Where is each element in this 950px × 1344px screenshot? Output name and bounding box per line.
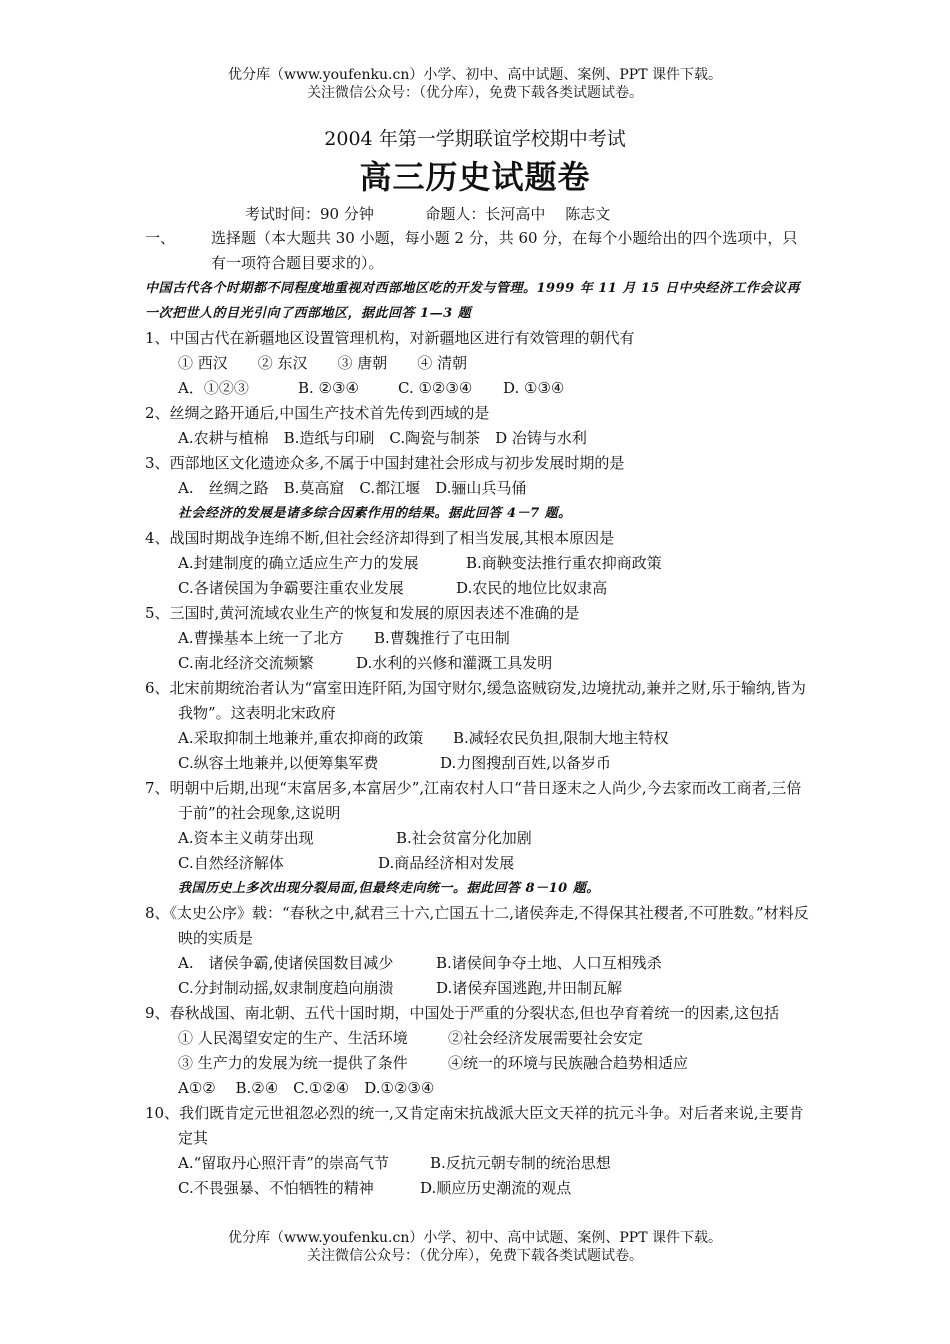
- exam-info: [245, 203, 610, 224]
- question-8-options-row-2: [145, 976, 810, 1001]
- question-4-stem: 4、战国时期战争连绵不断,但社会经济却得到了相当发展,其根本原因是: [145, 529, 615, 547]
- question-5-option-d: D.水利的兴修和灌溉工具发明: [356, 654, 553, 672]
- question-8-option-b: B.诸侯间争夺土地、人口互相残杀: [436, 954, 662, 972]
- question-8-options-row-1: [145, 951, 810, 976]
- question-9-items-row-1: [145, 1026, 810, 1051]
- question-6-option-d: D.力图搜刮百姓,以备岁币: [440, 754, 612, 772]
- header-banner: [0, 66, 950, 102]
- question-7-option-d: D.商品经济相对发展: [378, 854, 515, 872]
- question-9-item-3: ③ 生产力的发展为统一提供了条件: [178, 1054, 408, 1072]
- question-7-option-b: B.社会贫富分化加剧: [396, 829, 532, 847]
- question-9-options: A①② B.②④ C.①②④ D.①②③④: [178, 1079, 435, 1097]
- footer-line-2: 关注微信公众号：（优分库），免费下载各类试题试卷。: [307, 1248, 643, 1264]
- section-instructions: 选择题（本大题共 30 小题，每小题 2 分，共 60 分，在每个小题给出的四个选项中，只有一项符合题目要求的）。: [211, 229, 798, 272]
- question-9-item-2: ②社会经济发展需要社会安定: [448, 1029, 644, 1047]
- question-5-options-row-1: [145, 626, 810, 651]
- question-7-option-c: C.自然经济解体: [178, 854, 284, 872]
- question-1-option-d: D. ①③④: [503, 379, 565, 397]
- exam-content: [145, 226, 810, 1201]
- question-8-stem: 8、《太史公序》载：“春秋之中,弑君三十六,亡国五十二,诸侯奔走,不得保其社稷者,不可胜数。”材料反映的实质是: [145, 904, 809, 947]
- section-number: 一、: [145, 229, 176, 247]
- question-10-option-d: D.顺应历史潮流的观点: [420, 1179, 572, 1197]
- question-1-options: [145, 376, 810, 401]
- question-1-items: ① 西汉 ② 东汉 ③ 唐朝 ④ 清朝: [178, 354, 468, 372]
- question-2-stem: 2、丝绸之路开通后,中国生产技术首先传到西域的是: [145, 404, 490, 422]
- question-4-option-b: B.商鞅变法推行重农抑商政策: [466, 554, 662, 572]
- intro-passage-3: 我国历史上多次出现分裂局面,但最终走向统一。据此回答 8－10 题。: [178, 881, 600, 896]
- header-line-1: 优分库（www.youfenku.cn）小学、初中、高中试题、案例、PPT 课件下载。: [227, 67, 722, 83]
- question-9-item-1: ① 人民渴望安定的生产、生活环境: [178, 1029, 408, 1047]
- question-10-option-c: C.不畏强暴、不怕牺牲的精神: [178, 1179, 374, 1197]
- header-line-2: 关注微信公众号：（优分库），免费下载各类试题试卷。: [307, 85, 643, 101]
- question-7-stem: 7、明朝中后期,出现“末富居多,本富居少”,江南农村人口“昔日逐末之人尚少,今去家而改工商者,三倍于前”的社会现象,这说明: [145, 779, 802, 822]
- question-10-option-b: B.反抗元朝专制的统治思想: [430, 1154, 611, 1172]
- question-6-option-b: B.减轻农民负担,限制大地主特权: [453, 729, 669, 747]
- question-6-option-a: A.采取抑制土地兼并,重农抑商的政策: [178, 729, 424, 747]
- question-3-stem: 3、西部地区文化遗迹众多,不属于中国封建社会形成与初步发展时期的是: [145, 454, 625, 472]
- question-9-stem: 9、春秋战国、南北朝、五代十国时期，中国处于严重的分裂状态,但也孕育着统一的因素,这包括: [145, 1004, 780, 1022]
- question-8-option-d: D.诸侯弃国逃跑,井田制瓦解: [436, 979, 623, 997]
- question-5-stem: 5、三国时,黄河流域农业生产的恢复和发展的原因表述不准确的是: [145, 604, 580, 622]
- exam-time: 考试时间：90 分钟: [245, 205, 374, 223]
- question-6-options-row-2: [145, 751, 810, 776]
- question-1-option-c: C. ①②③④: [398, 379, 473, 397]
- footer-banner: [0, 1229, 950, 1265]
- section-heading: [145, 226, 810, 276]
- question-10-stem: 10、我们既肯定元世祖忽必烈的统一,又肯定南宋抗战派大臣文天祥的抗元斗争。对后者来说,主要肯定其: [145, 1104, 804, 1147]
- exam-title: 高三历史试题卷: [359, 158, 591, 196]
- question-1-option-a: A．①②③: [178, 379, 249, 397]
- question-1-option-b: B. ②③④: [298, 379, 359, 397]
- intro-passage-2: 社会经济的发展是诸多综合因素作用的结果。据此回答 4－7 题。: [178, 506, 572, 521]
- question-7-options-row-1: [145, 826, 810, 851]
- question-5-option-b: B.曹魏推行了屯田制: [374, 629, 510, 647]
- question-10-option-a: A.“留取丹心照汗青”的崇高气节: [178, 1154, 389, 1172]
- question-3-options: A. 丝绸之路 B.莫高窟 C.都江堰 D.骊山兵马俑: [178, 479, 527, 497]
- question-9-item-4: ④统一的环境与民族融合趋势相适应: [448, 1054, 689, 1072]
- exam-author: 命题人：长河高中 陈志文: [425, 205, 611, 223]
- question-4-option-c: C.各诸侯国为争霸要注重农业发展: [178, 579, 404, 597]
- question-10-options-row-2: [145, 1176, 810, 1201]
- question-8-option-a: A. 诸侯争霸,使诸侯国数目减少: [178, 954, 394, 972]
- question-7-option-a: A.资本主义萌芽出现: [178, 829, 314, 847]
- footer-line-1: 优分库（www.youfenku.cn）小学、初中、高中试题、案例、PPT 课件下载。: [227, 1230, 722, 1246]
- question-5-option-a: A.曹操基本上统一了北方: [178, 629, 344, 647]
- question-9-items-row-2: [145, 1051, 810, 1076]
- question-5-options-row-2: [145, 651, 810, 676]
- question-4-option-a: A.封建制度的确立适应生产力的发展: [178, 554, 419, 572]
- question-8-option-c: C.分封制动摇,奴隶制度趋向崩溃: [178, 979, 394, 997]
- question-1-stem: 1、中国古代在新疆地区设置管理机构，对新疆地区进行有效管理的朝代有: [145, 329, 635, 347]
- question-6-stem: 6、北宋前期统治者认为“富室田连阡陌,为国守财尔,缓急盗贼窃发,边境扰动,兼并之财,乐于输纳,皆为我物”。这表明北宋政府: [145, 679, 806, 722]
- intro-passage-1: 中国古代各个时期都不同程度地重视对西部地区吃的开发与管理。1999 年 11 月 15 日中央经济工作会议再一次把世人的目光引向了西部地区，据此回答 1—3 题: [145, 281, 800, 321]
- question-5-option-c: C.南北经济交流频繁: [178, 654, 314, 672]
- question-4-option-d: D.农民的地位比奴隶高: [456, 579, 608, 597]
- question-6-options-row-1: [145, 726, 810, 751]
- question-7-options-row-2: [145, 851, 810, 876]
- question-4-options-row-2: [145, 576, 810, 601]
- exam-subtitle: 2004 年第一学期联谊学校期中考试: [324, 128, 626, 150]
- question-10-options-row-1: [145, 1151, 810, 1176]
- question-6-option-c: C.纵容土地兼并,以便筹集军费: [178, 754, 379, 772]
- question-2-options: A.农耕与植棉 B.造纸与印刷 C.陶瓷与制茶 D 冶铸与水利: [178, 429, 587, 447]
- question-4-options-row-1: [145, 551, 810, 576]
